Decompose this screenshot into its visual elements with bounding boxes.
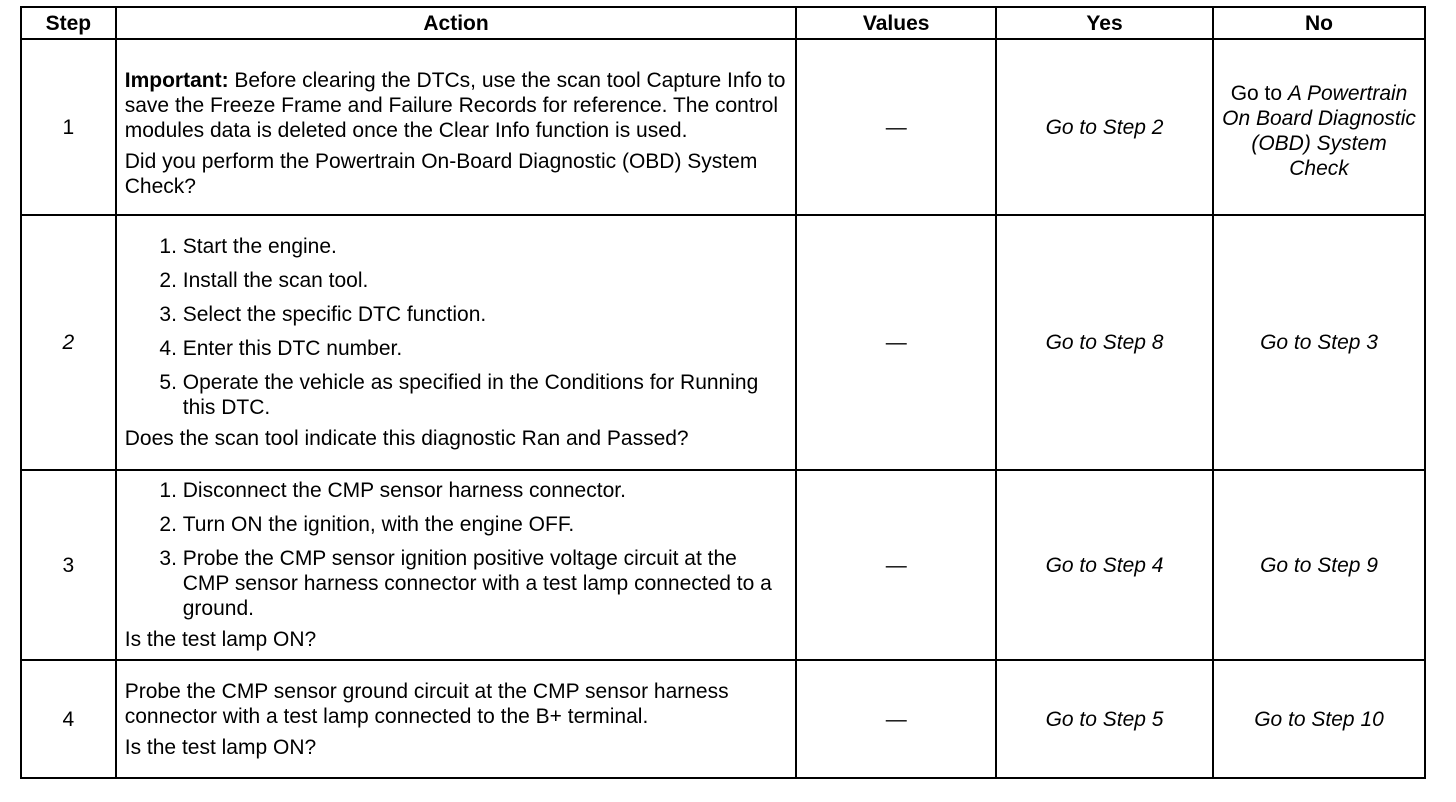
action-cell xyxy=(116,660,797,778)
diagnostic-table xyxy=(20,6,1426,779)
table-row xyxy=(21,39,1425,215)
step-number: 4 xyxy=(21,660,116,778)
yes-link[interactable]: Go to Step 2 xyxy=(996,39,1213,215)
action-cell xyxy=(116,470,797,660)
values-cell: — xyxy=(796,470,996,660)
table-row xyxy=(21,660,1425,778)
action-steps-list xyxy=(125,234,788,420)
action-cell xyxy=(116,39,797,215)
yes-link[interactable]: Go to Step 4 xyxy=(996,470,1213,660)
step-number: 2 xyxy=(21,215,116,470)
header-action: Action xyxy=(116,7,797,39)
important-label: Important: xyxy=(124,68,229,92)
no-link[interactable]: Go to Step 9 xyxy=(1213,470,1425,660)
step-number: 1 xyxy=(21,39,116,215)
action-text: Probe the CMP sensor ground circuit at the CMP sensor harness connector with a test lamp connected to the B+ terminal. xyxy=(124,679,729,728)
header-row xyxy=(21,7,1425,39)
no-prefix: Go to xyxy=(1230,82,1288,105)
step-question: Did you perform the Powertrain On-Board Diagnostic (OBD) System Check? xyxy=(124,149,758,198)
action-cell xyxy=(116,215,797,470)
no-link[interactable]: Go to Step 3 xyxy=(1213,215,1425,470)
yes-link[interactable]: Go to Step 5 xyxy=(996,660,1213,778)
header-values: Values xyxy=(796,7,996,39)
important-note xyxy=(125,68,788,143)
list-item: 2. Turn ON the ignition, with the engine OFF. xyxy=(183,512,788,537)
list-item: 4. Enter this DTC number. xyxy=(183,336,788,361)
list-item: 5. Operate the vehicle as specified in the Conditions for Running this DTC. xyxy=(183,370,788,420)
list-item: 2. Install the scan tool. xyxy=(183,268,788,293)
step-number: 3 xyxy=(21,470,116,660)
values-cell: — xyxy=(796,39,996,215)
no-link-text[interactable]: A Powertrain On Board Diagnostic (OBD) System Check xyxy=(1222,82,1416,180)
step-question: Does the scan tool indicate this diagnostic Ran and Passed? xyxy=(124,427,689,450)
header-yes: Yes xyxy=(996,7,1213,39)
no-link[interactable] xyxy=(1213,39,1425,215)
header-no: No xyxy=(1213,7,1425,39)
important-text: Before clearing the DTCs, use the scan tool Capture Info to save the Freeze Frame and Failure Records for reference. The control modules data is deleted once the Clear Info function is used. xyxy=(124,68,786,142)
step-question: Is the test lamp ON? xyxy=(124,735,317,759)
list-item: 3. Select the specific DTC function. xyxy=(183,302,788,327)
step-question: Is the test lamp ON? xyxy=(124,628,317,651)
action-steps-list xyxy=(125,478,788,621)
values-cell: — xyxy=(796,215,996,470)
list-item: 1. Disconnect the CMP sensor harness connector. xyxy=(183,478,788,503)
yes-link[interactable]: Go to Step 8 xyxy=(996,215,1213,470)
table-row xyxy=(21,470,1425,660)
table-row xyxy=(21,215,1425,470)
no-link[interactable]: Go to Step 10 xyxy=(1213,660,1425,778)
list-item: 3. Probe the CMP sensor ignition positive voltage circuit at the CMP sensor harness connector with a test lamp connected to a ground. xyxy=(183,546,788,621)
list-item: 1. Start the engine. xyxy=(183,234,788,259)
header-step: Step xyxy=(21,7,116,39)
values-cell: — xyxy=(796,660,996,778)
